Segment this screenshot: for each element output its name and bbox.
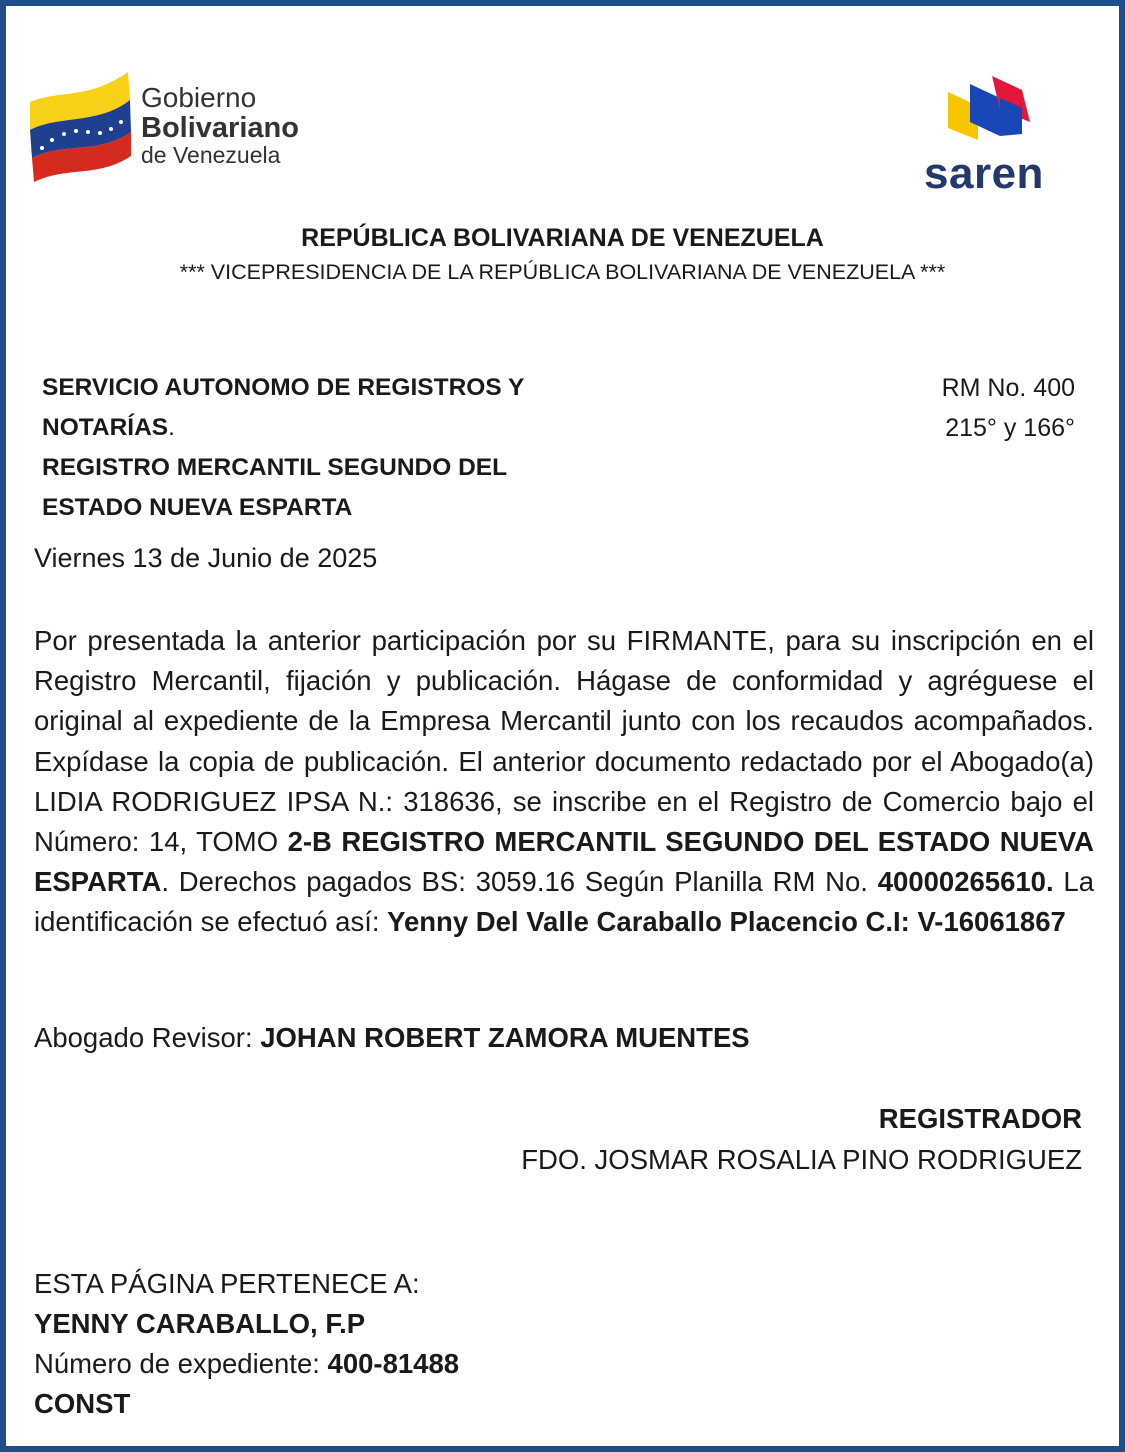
document-header <box>6 224 1119 285</box>
office-line-2-suffix: . <box>168 414 175 441</box>
office-line-2 <box>42 408 602 448</box>
body-paragraph <box>34 621 1094 943</box>
vicepresidency-subtitle: *** VICEPRESIDENCIA DE LA REPÚBLICA BOLIVARIANA DE VENEZUELA *** <box>179 260 946 284</box>
planilla-number: 40000265610. <box>877 866 1054 898</box>
saren-emblem-icon <box>918 72 1068 152</box>
office-line-3: REGISTRO MERCANTIL SEGUNDO DEL <box>42 454 508 481</box>
file-number-line <box>34 1344 459 1384</box>
venezuela-flag-icon <box>28 70 138 186</box>
registrar-name: FDO. JOSMAR ROSALIA PINO RODRIGUEZ <box>521 1144 1082 1175</box>
document-type: CONST <box>34 1388 131 1419</box>
office-line-4: ESTADO NUEVA ESPARTA <box>42 494 353 521</box>
rm-number: RM No. 400 <box>941 374 1075 402</box>
saren-wordmark: saren <box>924 149 1044 198</box>
office-line-2-text: NOTARÍAS <box>42 414 169 441</box>
file-label: Número de expediente: <box>34 1348 328 1379</box>
body-text-part2: . Derechos pagados BS: 3059.16 Según Planilla RM No. <box>161 866 878 898</box>
rm-articles: 215° y 166° <box>945 414 1075 442</box>
body-text-part3: La identificación se efectuó así: <box>34 866 1094 938</box>
office-block <box>42 368 602 528</box>
file-number: 400-81488 <box>327 1348 460 1379</box>
owner-name: YENNY CARABALLO, F.P <box>34 1308 366 1339</box>
body-text-part1: Por presentada la anterior participación por su FIRMANTE, para su inscripción en el Registro Mercantil, fijación y publicación. Hágase de conformidad y agréguese el original al expediente de la Empresa Mercantil junto con los recaudos acompañados. Expídase la copia de publicación. El anterior documento redactado por el Abogado(a) LIDIA RODRIGUEZ IPSA N.: 318636, se inscribe en el Registro de Comercio bajo el Número: 14, TOMO <box>34 625 1094 858</box>
gobierno-logo-line2: Bolivariano <box>141 112 299 144</box>
gobierno-logo-line1: Gobierno <box>141 82 257 113</box>
document-date: Viernes 13 de Junio de 2025 <box>34 543 378 573</box>
republic-title: REPÚBLICA BOLIVARIANA DE VENEZUELA <box>301 224 824 252</box>
rm-block <box>942 368 1075 448</box>
gobierno-logo-line3: de Venezuela <box>141 142 281 168</box>
reviewer-line <box>34 1022 750 1054</box>
saren-logo <box>918 72 1068 202</box>
gobierno-bolivariano-logo <box>28 70 338 186</box>
gobierno-logo-text <box>141 84 299 167</box>
registrar-title: REGISTRADOR <box>878 1103 1082 1134</box>
footer-block <box>34 1264 459 1424</box>
office-line-1: SERVICIO AUTONOMO DE REGISTROS Y <box>42 374 525 401</box>
tomo-text: 2-B REGISTRO MERCANTIL SEGUNDO DEL ESTADO NUEVA ESPARTA <box>34 826 1095 898</box>
reviewer-label: Abogado Revisor: <box>34 1022 261 1053</box>
reviewer-name: JOHAN ROBERT ZAMORA MUENTES <box>260 1022 750 1053</box>
belongs-label: ESTA PÁGINA PERTENECE A: <box>34 1268 420 1299</box>
identification-text: Yenny Del Valle Caraballo Placencio C.I: V-16061867 <box>387 906 1066 938</box>
